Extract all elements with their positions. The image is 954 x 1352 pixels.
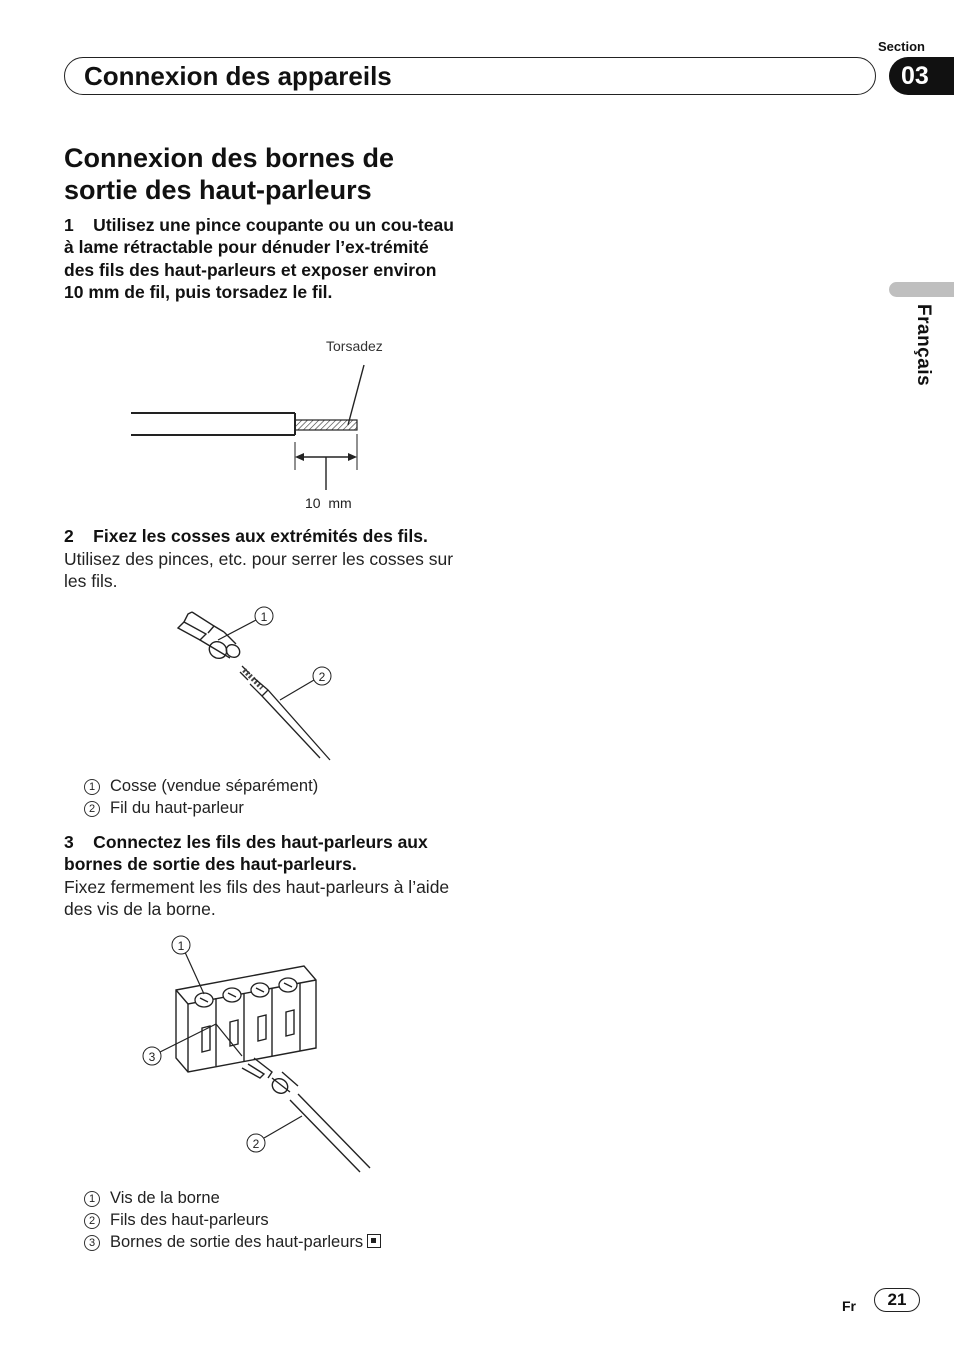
callout-1-leader — [218, 620, 256, 640]
length-label: 10 mm — [305, 495, 352, 511]
callout-3-text: 3 — [148, 1050, 156, 1064]
language-tab: Français — [913, 304, 934, 387]
figure-lug-crimp — [170, 600, 370, 770]
callout-2-text: 2 — [318, 670, 326, 684]
step-3-title: 3 Connectez les fils des haut-parleurs aux bornes de sortie des haut-parleurs. — [64, 832, 428, 875]
legend-item — [84, 775, 318, 797]
figure-terminal-block — [130, 928, 390, 1178]
page-heading: Connexion des bornes de sortie des haut-parleurs — [64, 143, 395, 205]
legend-item — [84, 797, 244, 819]
legend-item — [84, 1209, 269, 1231]
legend-number: 3 — [84, 1235, 100, 1251]
stripped-wire-core — [295, 420, 357, 430]
spade-lug-and-wire — [242, 1058, 370, 1172]
legend-text: Cosse (vendue séparément) — [110, 777, 319, 795]
dimension-arrowhead-right — [348, 453, 357, 461]
language-code: Fr — [842, 1298, 856, 1314]
legend-number: 2 — [84, 801, 100, 817]
language-tab-marker — [889, 282, 954, 297]
section-number: 03 — [901, 61, 929, 90]
step-2-body: Utilisez des pinces, etc. pour serrer les cosses sur les fils. — [64, 549, 454, 592]
callout-2-leader — [264, 1116, 302, 1138]
legend-number: 1 — [84, 1191, 100, 1207]
legend-number: 1 — [84, 779, 100, 795]
legend-text: Vis de la borne — [110, 1189, 220, 1207]
callout-1-text: 1 — [177, 939, 185, 953]
legend-item — [84, 1187, 220, 1209]
step-3-body: Fixez fermement les fils des haut-parleurs à l’aide des vis de la borne. — [64, 877, 450, 920]
legend-item — [84, 1231, 381, 1253]
legend-text: Fils des haut-parleurs — [110, 1211, 269, 1229]
callout-2-text: 2 — [252, 1137, 260, 1151]
legend-number: 2 — [84, 1213, 100, 1229]
step-1-title: 1 Utilisez une pince coupante ou un cou-teau à lame rétractable pour dénuder l’ex-trémité des fils des haut-parleurs et exposer environ 10 mm de fil, puis torsadez le fil. — [64, 215, 454, 303]
end-of-section-icon — [367, 1234, 381, 1248]
figure-stripped-wire — [120, 330, 410, 520]
twist-label: Torsadez — [326, 338, 383, 354]
section-label: Section — [878, 39, 925, 54]
spade-lug — [178, 612, 242, 662]
page-number: 21 — [874, 1288, 920, 1312]
step-2-title: 2 Fixez les cosses aux extrémités des fils. — [64, 526, 428, 546]
callout-2-leader — [280, 680, 314, 700]
twist-leader-line — [348, 365, 364, 425]
chapter-title: Connexion des appareils — [84, 61, 392, 91]
legend-text: Bornes de sortie des haut-parleurs — [110, 1233, 364, 1251]
dimension-arrowhead-left — [295, 453, 304, 461]
section-number-badge — [889, 57, 954, 95]
legend-text: Fil du haut-parleur — [110, 799, 244, 817]
callout-1-text: 1 — [260, 610, 268, 624]
